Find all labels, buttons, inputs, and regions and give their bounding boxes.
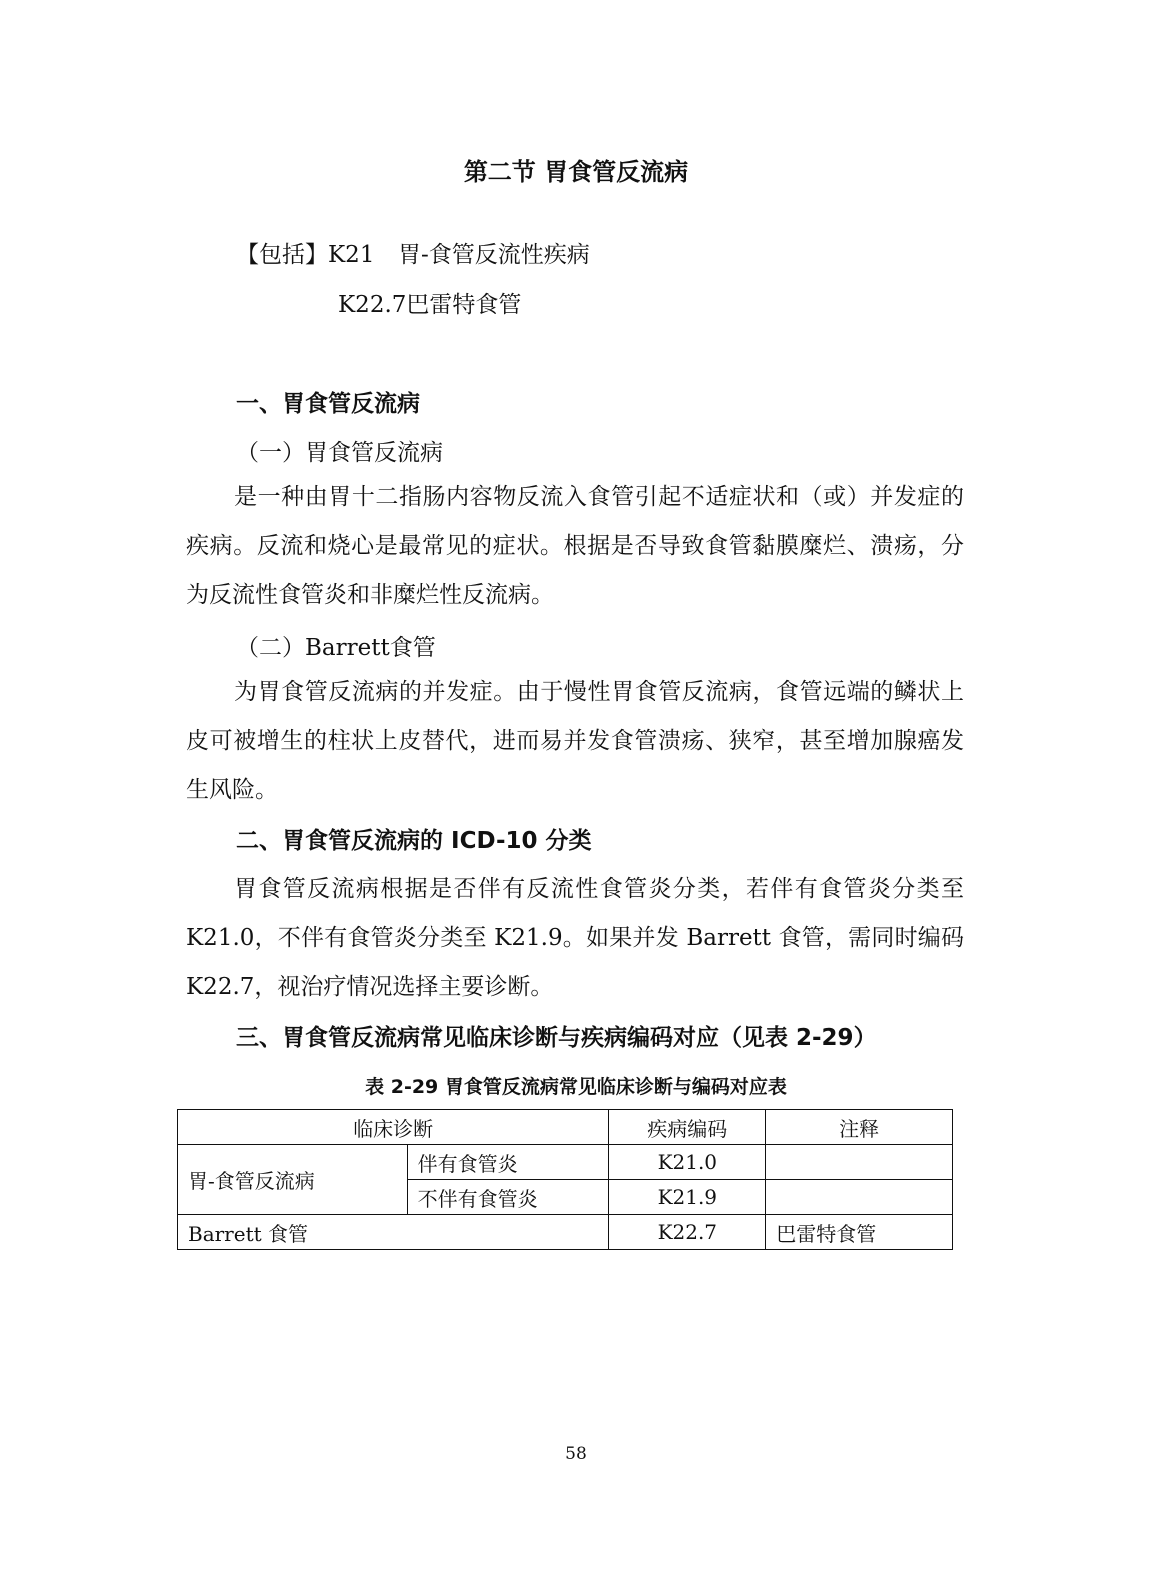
subheading-1: （一）胃食管反流病 <box>236 440 443 466</box>
header-code: 疾病编码 <box>609 1110 766 1145</box>
paragraph-1: 是一种由胃十二指肠内容物反流入食管引起不适症状和（或）并发症的疾病。反流和烧心是最常见的症状。根据是否导致食管黏膜糜烂、溃疡，分为反流性食管炎和非糜烂性反流病。 <box>186 484 964 608</box>
header-diagnosis: 临床诊断 <box>178 1110 609 1145</box>
includes-code: K22.7 <box>338 292 407 318</box>
subheading-2: （二）Barrett食管 <box>236 635 436 661</box>
disease-code: K21.0 <box>609 1145 766 1180</box>
barrett-diagnosis: Barrett 食管 <box>178 1215 609 1250</box>
sub-diagnosis: 不伴有食管炎 <box>407 1180 609 1215</box>
paragraph-2: 为胃食管反流病的并发症。由于慢性胃食管反流病，食管远端的鳞状上皮可被增生的柱状上皮替代，进而易并发食管溃疡、狭窄，甚至增加腺癌发生风险。 <box>186 679 964 803</box>
includes-code: K21 <box>328 242 375 268</box>
table-row <box>178 1215 953 1250</box>
section-title: 第二节 胃食管反流病 <box>463 158 689 186</box>
includes-name: 巴雷特食管 <box>406 292 522 318</box>
includes-name: 胃-食管反流性疾病 <box>398 242 590 268</box>
includes-line-1 <box>236 236 590 269</box>
diagnosis-code-table <box>177 1109 953 1250</box>
sub-diagnosis: 伴有食管炎 <box>407 1145 609 1180</box>
heading-1: 一、胃食管反流病 <box>236 391 420 417</box>
page-number: 58 <box>565 1444 587 1464</box>
table-caption: 表 2-29 胃食管反流病常见临床诊断与编码对应表 <box>365 1076 787 1098</box>
header-note: 注释 <box>766 1110 953 1145</box>
note-cell <box>766 1180 953 1215</box>
heading-3: 三、胃食管反流病常见临床诊断与疾病编码对应（见表 2-29） <box>236 1025 877 1051</box>
group-diagnosis: 胃-食管反流病 <box>178 1145 408 1215</box>
note-cell <box>766 1145 953 1180</box>
note-cell: 巴雷特食管 <box>766 1215 953 1250</box>
table-header-row <box>178 1110 953 1145</box>
includes-label: 【包括】 <box>236 242 328 268</box>
disease-code: K22.7 <box>609 1215 766 1250</box>
includes-line-2 <box>338 286 521 319</box>
heading-2: 二、胃食管反流病的 ICD-10 分类 <box>236 828 592 854</box>
table-row <box>178 1145 953 1180</box>
paragraph-3: 胃食管反流病根据是否伴有反流性食管炎分类，若伴有食管炎分类至 K21.0，不伴有食管炎分类至 K21.9。如果并发 Barrett 食管，需同时编码 K22.7，视治疗情况选择主要诊断。 <box>186 876 964 1000</box>
disease-code: K21.9 <box>609 1180 766 1215</box>
